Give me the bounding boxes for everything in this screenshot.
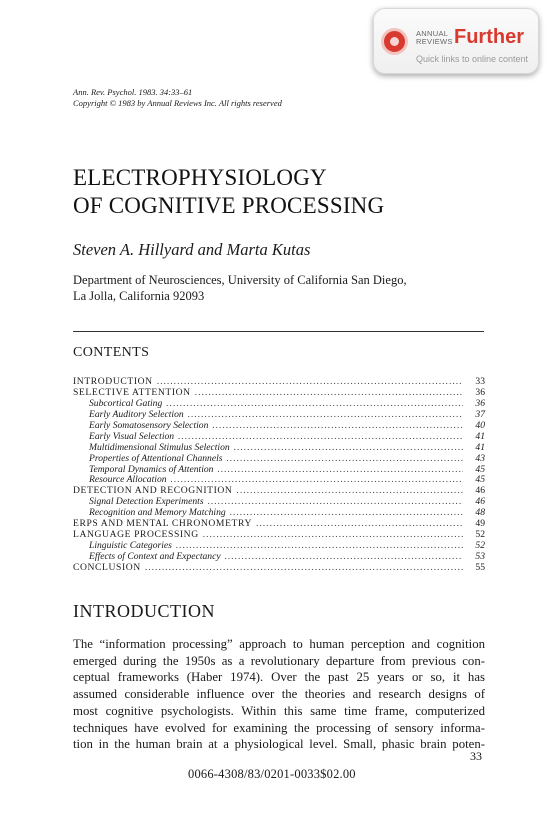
toc-leader-dots <box>203 530 463 541</box>
paragraph-line: ceptual frameworks (Haber 1974). Over the past 25 years or so, it has <box>73 670 485 685</box>
toc-leader-dots <box>217 465 463 476</box>
toc-entry-label: Linguistic Categories <box>89 540 172 552</box>
toc-entry-label: SELECTIVE ATTENTION <box>73 386 191 398</box>
toc-leader-dots <box>227 454 463 465</box>
toc-entry-label: ERPS AND MENTAL CHRONOMETRY <box>73 518 252 530</box>
further-badge-subtitle: Quick links to online content <box>416 54 529 64</box>
contents-heading: CONTENTS <box>73 345 150 360</box>
toc-entry-page: 41 <box>475 441 485 453</box>
introduction-paragraph <box>73 636 485 753</box>
toc-leader-dots <box>225 552 463 563</box>
annual-reviews-logo-icon <box>381 28 408 55</box>
toc-entry-label: Effects of Context and Expectancy <box>89 551 221 562</box>
paragraph-line: most cognitive psychologists. Within this same time frame, computerized <box>73 703 485 718</box>
toc-entry-page: 36 <box>475 386 485 398</box>
toc-entry-label: Recognition and Memory Matching <box>89 507 226 519</box>
toc-entry-label: Early Auditory Selection <box>89 408 184 420</box>
paper-title: ELECTROPHYSIOLOGY OF COGNITIVE PROCESSING <box>73 165 385 218</box>
toc-entry-page: 53 <box>475 551 485 562</box>
toc-entry-label: Multidimensional Stimulus Selection <box>89 441 230 453</box>
toc-leader-dots <box>178 432 463 443</box>
further-badge-title: Further <box>454 26 524 48</box>
toc-entry-label: INTRODUCTION <box>73 376 153 387</box>
toc-entry-page: 52 <box>475 529 485 541</box>
toc-entry-page: 52 <box>475 540 485 552</box>
further-links-badge[interactable] <box>373 8 539 74</box>
toc-leader-dots <box>234 443 463 454</box>
toc-entry-label: Properties of Attentional Channels <box>89 452 223 464</box>
paragraph-line: The “information processing” approach to human perception and cognition <box>73 637 485 651</box>
toc-entry[interactable] <box>73 432 485 443</box>
further-badge-brand: ANNUAL REVIEWS <box>416 29 453 46</box>
toc-leader-dots <box>230 508 463 519</box>
paragraph-line: techniques have evolved for examining the processing of sensory informa- <box>73 720 485 735</box>
toc-entry-page: 55 <box>475 561 485 573</box>
toc-entry[interactable] <box>73 454 485 465</box>
paragraph-line: emerged during the 1950s as a revolutionary departure from previous con- <box>73 653 485 668</box>
footer-code: 0066-4308/83/0201-0033$02.00 <box>188 767 356 781</box>
divider-rule <box>73 331 484 332</box>
toc-entry-label: Temporal Dynamics of Attention <box>89 463 214 475</box>
toc-entry-label: Early Visual Selection <box>89 430 175 442</box>
toc-entry[interactable] <box>73 563 485 574</box>
toc-entry-page: 45 <box>475 463 485 475</box>
toc-leader-dots <box>166 399 463 410</box>
toc-entry-label: CONCLUSION <box>73 561 141 573</box>
toc-entry-page: 41 <box>475 430 485 442</box>
toc-entry-label: Signal Detection Experiments <box>89 496 204 508</box>
toc-entry-page: 46 <box>475 496 485 508</box>
toc-entry-page: 36 <box>475 397 485 409</box>
section-heading-introduction: INTRODUCTION <box>73 601 215 621</box>
toc-entry[interactable] <box>73 443 485 454</box>
toc-entry-page: 33 <box>475 376 485 387</box>
toc-leader-dots <box>157 377 463 388</box>
paragraph-line: tion in the human brain at a physiological level. Small, phasic brain poten- <box>73 737 485 752</box>
toc-entry-page: 49 <box>475 518 485 530</box>
toc-leader-dots <box>236 486 463 497</box>
toc-entry-page: 46 <box>475 485 485 497</box>
authors: Steven A. Hillyard and Marta Kutas <box>73 240 311 259</box>
toc-leader-dots <box>212 421 463 432</box>
toc-entry-label: Resource Allocation <box>89 474 167 486</box>
toc-entry-page: 45 <box>475 474 485 486</box>
toc-entry-label: LANGUAGE PROCESSING <box>73 529 199 541</box>
toc-entry-page: 48 <box>475 507 485 519</box>
toc-entry-page: 37 <box>475 408 485 420</box>
toc-entry-label: Early Somatosensory Selection <box>89 419 209 431</box>
table-of-contents <box>73 377 485 574</box>
toc-entry-page: 40 <box>475 419 485 431</box>
toc-leader-dots <box>188 410 463 421</box>
toc-entry-label: DETECTION AND RECOGNITION <box>73 485 233 497</box>
journal-citation: Ann. Rev. Psychol. 1983. 34:33–61 Copyright © 1983 by Annual Reviews Inc. All rights reserved <box>73 87 282 108</box>
affiliation: Department of Neurosciences, University of California San Diego, La Jolla, California 92093 <box>73 273 407 303</box>
toc-leader-dots <box>145 563 463 574</box>
page-number: 33 <box>470 749 482 763</box>
toc-leader-dots <box>208 497 463 508</box>
toc-entry-label: Subcortical Gating <box>89 397 163 409</box>
toc-leader-dots <box>195 388 463 399</box>
paragraph-line: assumed considerable influence over the theories and research designs of <box>73 687 485 702</box>
toc-leader-dots <box>256 519 463 530</box>
toc-entry-page: 43 <box>475 452 485 464</box>
